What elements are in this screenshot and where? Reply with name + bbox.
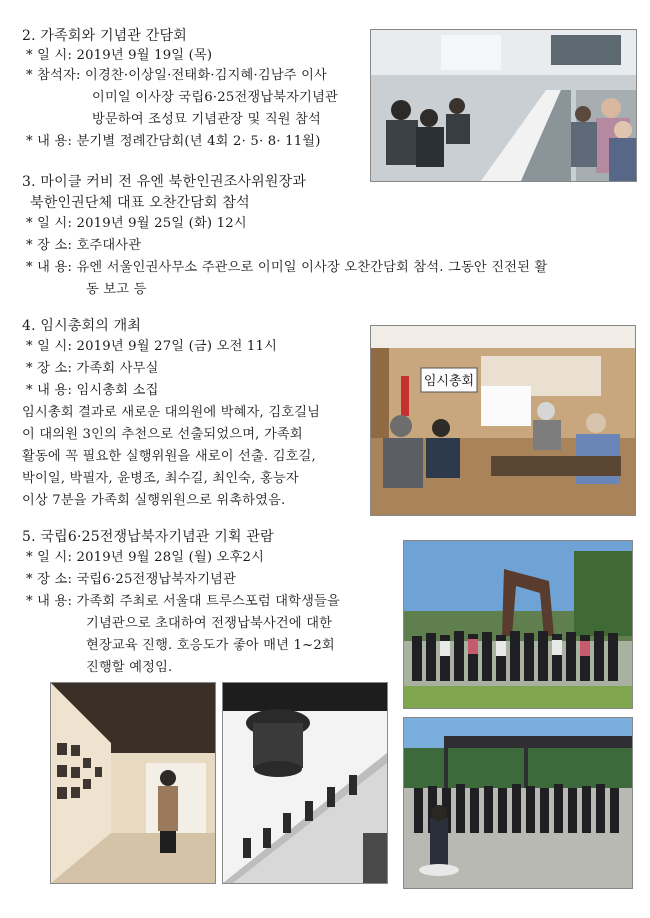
exhibition-hall-photo (50, 682, 216, 884)
section-2-heading: 2. 가족회와 기념관 간담회 (22, 28, 187, 44)
section-5-place: * 장 소: 국립6·25전쟁납북자기념관 (26, 572, 237, 587)
memorial-group-photo (403, 540, 633, 709)
section-3-heading-cont: 북한인권단체 대표 오찬간담회 참석 (30, 195, 250, 211)
memorial-flower-tribute-photo (403, 717, 633, 889)
section-4-heading: 4. 임시총회의 개최 (22, 318, 142, 334)
general-meeting-photo (370, 325, 636, 516)
section-5-content-cont: 기념관으로 초대하여 전쟁납북사건에 대한 (86, 616, 333, 631)
section-4-body: 박이일, 박필자, 윤병조, 최수길, 최인숙, 홍능자 (22, 471, 299, 486)
section-2-participants-cont: 이미일 이사장 국립6·25전쟁납북자기념관 (92, 90, 338, 105)
section-5-content-cont: 현장교육 진행. 호응도가 좋아 매년 1~2회 (86, 638, 335, 653)
section-5-heading: 5. 국립6·25전쟁납북자기념관 기획 관람 (22, 529, 274, 545)
section-4-date: * 일 시: 2019년 9월 27일 (금) 오전 11시 (26, 339, 278, 354)
section-4-body: 임시총회 결과로 새로운 대의원에 박혜자, 김호길님 (22, 405, 321, 420)
section-5-content: * 내 용: 가족회 주최로 서울대 트루스포럼 대학생들을 (26, 594, 340, 609)
section-3-place: * 장 소: 호주대사관 (26, 238, 142, 253)
section-4-body: 이 대의원 3인의 추천으로 선출되었으며, 가족회 (22, 427, 303, 442)
banner-text: 임시총회 (423, 374, 475, 389)
meeting-room-photo (370, 29, 637, 182)
section-3-date: * 일 시: 2019년 9월 25일 (화) 12시 (26, 216, 247, 231)
section-4-content: * 내 용: 임시총회 소집 (26, 383, 159, 398)
staircase-hall-photo (222, 682, 388, 884)
section-3-content: * 내 용: 유엔 서울인권사무소 주관으로 이미일 이사장 오찬간담회 참석. 그동안 진전된 활 (26, 260, 548, 275)
section-5-date: * 일 시: 2019년 9월 28일 (월) 오후2시 (26, 550, 265, 565)
section-3-heading: 3. 마이클 커비 전 유엔 북한인권조사위원장과 (22, 174, 307, 190)
section-2-date: * 일 시: 2019년 9월 19일 (목) (26, 48, 213, 63)
section-4-place: * 장 소: 가족회 사무실 (26, 361, 159, 376)
section-3-content-cont: 동 보고 등 (86, 282, 147, 297)
section-5-content-cont: 진행할 예정임. (86, 660, 173, 675)
section-4-body: 이상 7분을 가족회 실행위원으로 위촉하였음. (22, 493, 286, 508)
section-4-body: 활동에 꼭 필요한 실행위원을 새로이 선출. 김호길, (22, 449, 316, 464)
section-2-participants: * 참석자: 이경찬·이상일·전태화·김지혜·김남주 이사 (26, 68, 327, 83)
section-2-content: * 내 용: 분기별 정례간담회(년 4회 2· 5· 8· 11월) (26, 134, 321, 149)
section-2-participants-cont: 방문하여 조성묘 기념관장 및 직원 참석 (92, 112, 321, 127)
